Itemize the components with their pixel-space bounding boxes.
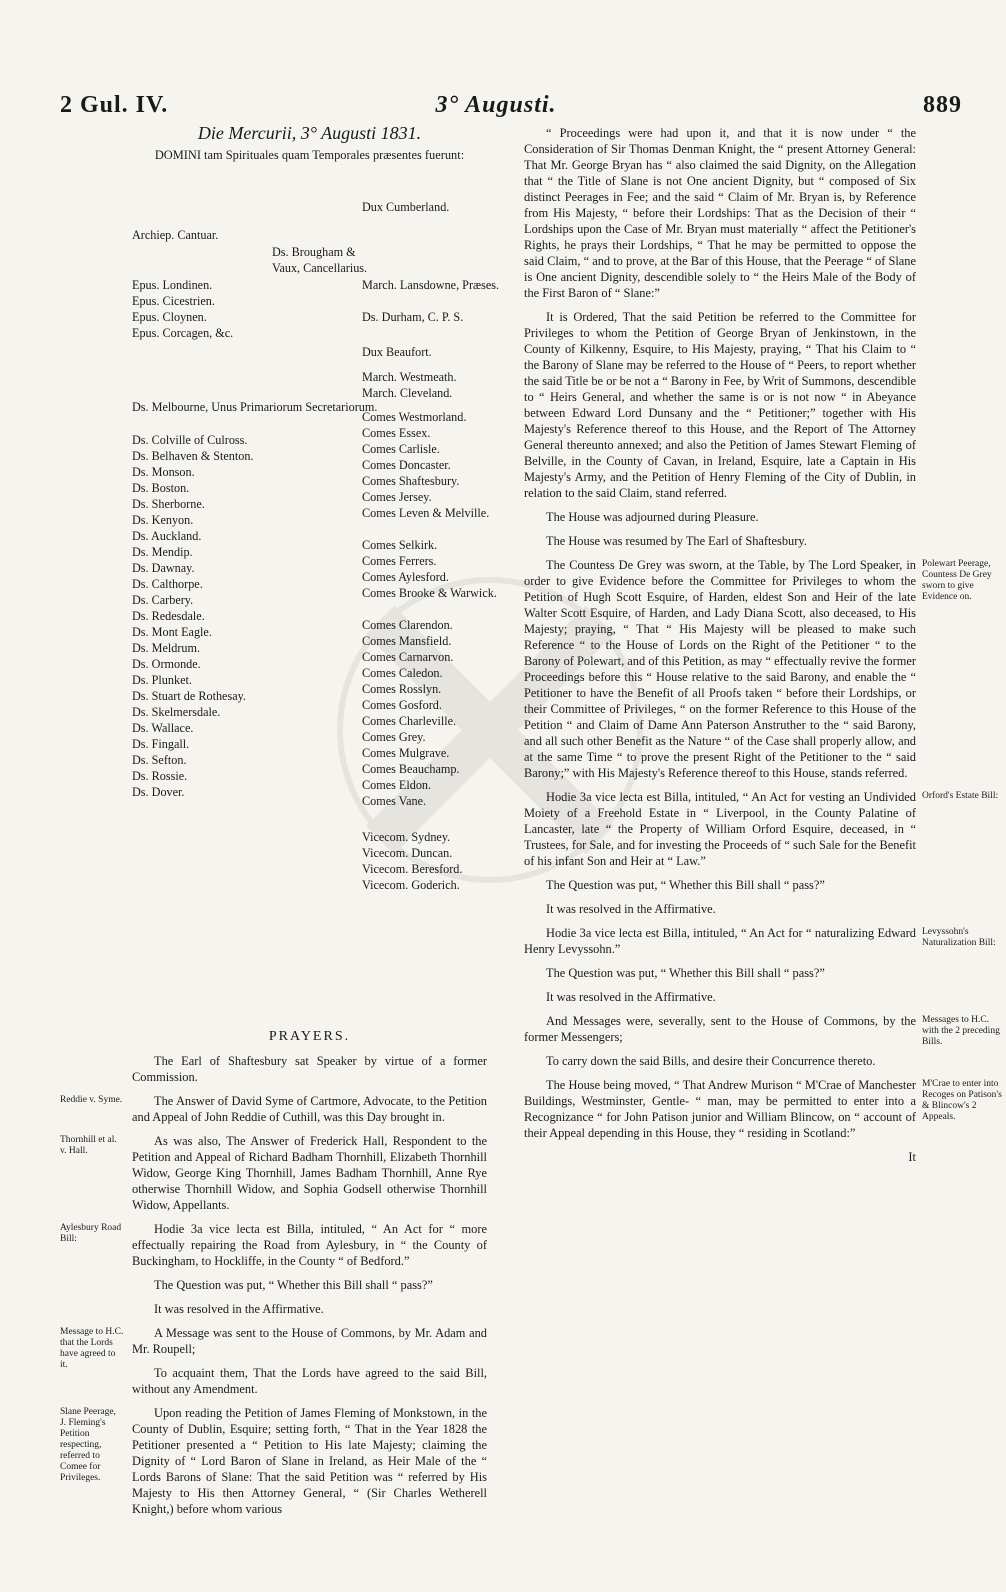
lord-name: Ds. Monson. xyxy=(132,465,195,479)
lord-name: Ds. Mendip. xyxy=(132,545,193,559)
entry-text: Hodie 3a vice lecta est Billa, intituled, “ An Act for “ naturalizing Edward Henry Levyssohn.” xyxy=(524,926,916,956)
entry xyxy=(60,1221,487,1269)
entry-text: It was resolved in the Affirmative. xyxy=(546,902,716,916)
lord-name: Comes Leven & Melville. xyxy=(362,506,490,520)
lord-name: Comes Essex. xyxy=(362,426,431,440)
entry-text: It was resolved in the Affirmative. xyxy=(546,990,716,1004)
lords-present-list xyxy=(132,169,500,1019)
entry-text: The House was resumed by The Earl of Shaftesbury. xyxy=(546,534,807,548)
lord-name: Ds. Rossie. xyxy=(132,769,188,783)
entry-text: It was resolved in the Affirmative. xyxy=(154,1302,324,1316)
entry-text: The House was adjourned during Pleasure. xyxy=(546,510,759,524)
lord-name: Ds. Ormonde. xyxy=(132,657,201,671)
entry xyxy=(524,877,916,893)
lord-name: Ds. Sefton. xyxy=(132,753,187,767)
entry-text: To acquaint them, That the Lords have agreed to the said Bill, without any Amendment. xyxy=(132,1366,487,1396)
entry-text: The Question was put, “ Whether this Bill shall “ pass?” xyxy=(546,878,825,892)
margin-note: Message to H.C. that the Lords have agreed to it. xyxy=(60,1327,124,1370)
entry xyxy=(524,509,916,525)
entry-text: And Messages were, severally, sent to the House of Commons, by the former Messengers; xyxy=(524,1014,916,1044)
margin-note: Polewart Peerage, Countess De Grey sworn to give Evidence on. xyxy=(922,559,992,602)
entry-text: The Countess De Grey was sworn, at the Table, by The Lord Speaker, in order to give Evidence before the Committee for Privileges to whom the Petition of Hugh Scott Esquire, of Harden, eldest Son and Heir of the late Walter Scott Esquire, of Harden, and Lady Diana Scott, also deceased, to His Majesty; praying, “ That “ His Majesty will be pleased to make such Reference “ to the House of Lords on the Right of the Petitioner “ to the Barony of Polewart, and of this Petition, as may “ effectually revive the former Proceedings before this “ House relative to the said Barony, and enable the “ Petitioner to have the Benefit of all Proofs taken “ before their Lordships, or their Committee of Privileges, “ on the former Reference to this House of the Petition “ and Claim of Dame Ann Paterson Anstruther to the “ said Barony, and all such other Benefit as the Nature “ of the Case shall properly allow, and at the same Time “ to prove the present Right of the Petitioner to the “ said Barony;” with His Majesty's Reference thereof to this House, stands referred. xyxy=(524,558,916,780)
entry-text: Hodie 3a vice lecta est Billa, intituled, “ An Act for “ more effectually repairing the Road from Aylesbury, in “ the County of Buckingham, to Hockliffe, in the County “ of Bedford.” xyxy=(132,1222,487,1268)
entry xyxy=(524,533,916,549)
lord-name: Comes Doncaster. xyxy=(362,458,451,472)
entry xyxy=(60,1093,487,1125)
lord-name: Ds. Kenyon. xyxy=(132,513,194,527)
page-date: 3° Augusti. xyxy=(435,92,557,118)
entry xyxy=(524,789,999,869)
lord-name: Ds. Redesdale. xyxy=(132,609,205,623)
lord-name: Ds. Dover. xyxy=(132,785,185,799)
lord-name: Ds. Mont Eagle. xyxy=(132,625,212,639)
lord-name: Comes Charleville. xyxy=(362,714,457,728)
lord-name: Comes Carlisle. xyxy=(362,442,440,456)
lord-name: Comes Clarendon. xyxy=(362,618,453,632)
margin-note: Orford's Estate Bill: xyxy=(922,791,999,801)
lord-name: Comes Jersey. xyxy=(362,490,432,504)
lord-name: Comes Grey. xyxy=(362,730,426,744)
lord-name: Comes Carnarvon. xyxy=(362,650,454,664)
lord-name: Ds. Calthorpe. xyxy=(132,577,203,591)
lord-name: Ds. Colville of Culross. xyxy=(132,433,248,447)
lord-name: March. Cleveland. xyxy=(362,386,453,400)
lord-name: Comes Gosford. xyxy=(362,698,442,712)
lord-name: Archiep. Cantuar. xyxy=(132,228,219,242)
entry xyxy=(132,1301,487,1317)
lord-name: Comes Eldon. xyxy=(362,778,432,792)
lord-name: Comes Mulgrave. xyxy=(362,746,450,760)
lord-name: Ds. Fingall. xyxy=(132,737,190,751)
regnal-year: 2 Gul. IV. xyxy=(60,92,169,118)
lord-name: Ds. Auckland. xyxy=(132,529,202,543)
present-heading: DOMINI tam Spirituales quam Temporales præsentes fuerunt: xyxy=(154,148,465,162)
entry xyxy=(524,1013,1000,1047)
lord-name: Dux Beaufort. xyxy=(362,345,432,359)
lord-name: Comes Ferrers. xyxy=(362,554,437,568)
lord-name: Ds. Belhaven & Stenton. xyxy=(132,449,254,463)
lord-name: Comes Mansfield. xyxy=(362,634,452,648)
entry xyxy=(524,125,916,301)
right-entries xyxy=(524,125,1002,1141)
lord-name: Ds. Durham, C. P. S. xyxy=(362,310,464,324)
entry xyxy=(524,901,916,917)
lord-name: Ds. Skelmersdale. xyxy=(132,705,221,719)
entry-text: It is Ordered, That the said Petition be referred to the Committee for Privileges to whom the Petition of George Bryan of Jenkinstown, in the County of Kilkenny, Esquire, to His Majesty, praying, “ That his Claim to “ the Barony of Slane may be referred to the House of “ Peers, to report whether the said Title be or be not a “ Barony in Fee, by Writ of Summons, descendible to “ Heirs General, and whether the same is or is not now “ in Abeyance between Edward Lord Dunsany and the “ Petitioner;” together with His Majesty's Reference thereof to this House, and the Report of The Attorney General thereunto annexed; and also the Petition of James Stewart Fleming of Belville, in the County of Cavan, in Ireland, Esquire, late a Captain in His Majesty's Army, and the Petition of Henry Fleming of the City of Dublin, in relation to the said Claim, stand referred. xyxy=(524,310,916,500)
entry xyxy=(524,309,916,501)
catchword: It xyxy=(908,1150,916,1164)
lord-name: Ds. Stuart de Rothesay. xyxy=(132,689,246,703)
margin-note: Aylesbury Road Bill: xyxy=(60,1223,122,1244)
sitting-title: Die Mercurii, 3° Augusti 1831. xyxy=(197,123,422,143)
page-number: 889 xyxy=(923,92,962,118)
lord-name: Ds. Wallace. xyxy=(132,721,194,735)
entry xyxy=(60,1133,487,1213)
entry-text: “ Proceedings were had upon it, and that it is now under “ the Consideration of Sir Thomas Denman Knight, the “ present Attorney General: That Mr. George Bryan has “ also claimed the said Dignity, on the Allegation that “ the Title of Slane is not One ancient Dignity, but “ composed of Six distinct Peerages in Fee; and the said “ Claim of Mr. Bryan is, by Reference from His Majesty, “ before their Lordships: That as the Decision of their “ Lordships upon the Case of Mr. Bryan must materially “ affect the Petitioner's Rights, he prays their Lordships, “ That he may be permitted to oppose the said Claim, “ and to prove, at the Bar of this House, that the Peerage “ of Slane is One ancient Dignity, descendible solely to “ the Heirs Male of the Body of the First Baron of “ Slane:” xyxy=(524,126,916,300)
lord-name: Comes Vane. xyxy=(362,794,427,808)
entry xyxy=(60,1325,487,1370)
lord-name: Comes Caledon. xyxy=(362,666,443,680)
entry-text: The House being moved, “ That Andrew Murison “ M'Crae of Manchester Buildings, Westminster, Gentle- “ man, may be permitted to enter into a Recognizance “ for John Patison junior and William Blincow, on “ account of their Appeal depending in this House, they “ residing in Scotland:” xyxy=(524,1078,916,1140)
lord-name: Ds. Boston. xyxy=(132,481,190,495)
margin-note: Reddie v. Syme. xyxy=(60,1095,123,1105)
chancellor-name: Ds. Brougham & Vaux, Cancellarius. xyxy=(272,245,368,275)
margin-note: M'Crae to enter into Recoges on Patison's & Blincow's 2 Appeals. xyxy=(922,1079,1002,1122)
entry-text: To carry down the said Bills, and desire their Concurrence thereto. xyxy=(546,1054,876,1068)
entry-text: Upon reading the Petition of James Fleming of Monkstown, in the County of Dublin, Esquire; setting forth, “ That in the Year 1828 the Petitioner presented a “ Petition to His late Majesty; claiming the Dignity of “ Lord Baron of Slane in Ireland, as Heir Male of the “ Lords Barons of Slane: That the said Petition was “ referred by His Majesty to His then Attorney General, “ (Sir Charles Wetherell Knight,) before whom various xyxy=(132,1406,487,1516)
entry xyxy=(132,1365,487,1397)
lord-name: Ds. Meldrum. xyxy=(132,641,201,655)
right-column xyxy=(524,125,1002,1165)
left-entries xyxy=(60,1093,487,1517)
lord-name: Epus. Cicestrien. xyxy=(132,294,215,308)
lord-name: Comes Selkirk. xyxy=(362,538,438,552)
entry xyxy=(524,989,916,1005)
lord-name: Vicecom. Beresford. xyxy=(362,862,463,876)
lord-name: Ds. Carbery. xyxy=(132,593,194,607)
margin-note: Levyssohn's Naturalization Bill: xyxy=(922,927,996,948)
lord-name: March. Lansdowne, Præses. xyxy=(362,278,500,292)
entry xyxy=(524,557,992,781)
margin-note: Messages to H.C. with the 2 preceding Bills. xyxy=(922,1015,1000,1047)
lord-name: Ds. Plunket. xyxy=(132,673,192,687)
entry-text: As was also, The Answer of Frederick Hall, Respondent to the Petition and Appeal of Richard Badham Thornhill, Elizabeth Thornhill Widow, George King Thornhill, James Badham Thornhill, Anne Rye otherwise Thornhill Widow, and Sophia Godsell otherwise Thornhill Widow, Appellants. xyxy=(132,1134,487,1212)
entry xyxy=(524,1077,1002,1141)
lord-name: Vicecom. Sydney. xyxy=(362,830,451,844)
lord-name: Vicecom. Duncan. xyxy=(362,846,453,860)
margin-note: Thornhill et al. v. Hall. xyxy=(60,1135,117,1156)
lord-name: Comes Brooke & Warwick. xyxy=(362,586,497,600)
entry xyxy=(60,1405,487,1517)
speaker-note: The Earl of Shaftesbury sat Speaker by virtue of a former Commission. xyxy=(132,1054,487,1084)
entry xyxy=(524,965,916,981)
lord-name: Epus. Corcagen, &c. xyxy=(132,326,234,340)
lord-name: Comes Aylesford. xyxy=(362,570,449,584)
lord-name: Dux Cumberland. xyxy=(362,200,450,214)
lord-name: Epus. Cloynen. xyxy=(132,310,207,324)
entry xyxy=(524,1053,916,1069)
lord-name: Epus. Londinen. xyxy=(132,278,213,292)
entry xyxy=(132,1277,487,1293)
margin-note: Slane Peerage, J. Fleming's Petition respecting, referred to Comee for Privileges. xyxy=(60,1407,116,1483)
left-column xyxy=(60,123,500,1525)
lord-name: March. Westmeath. xyxy=(362,370,457,384)
entry xyxy=(524,925,996,957)
entry-text: Hodie 3a vice lecta est Billa, intituled, “ An Act for vesting an Undivided Moiety of a Freehold Estate in “ Liverpool, in the County Palatine of Lancaster, late “ the Property of William Orford Esquire, deceased, in “ Trustees, for Sale, and for investing the Proceeds of “ such Sale for the Benefit of his infant Son and Heir at “ Law.” xyxy=(524,790,916,868)
lord-name: Ds. Dawnay. xyxy=(132,561,195,575)
lord-name: Comes Beauchamp. xyxy=(362,762,460,776)
entry-text: The Answer of David Syme of Cartmore, Advocate, to the Petition and Appeal of John Reddie of Cuthill, was this Day brought in. xyxy=(132,1094,487,1124)
prayers-heading: PRAYERS. xyxy=(268,1029,351,1044)
lord-name: Vicecom. Goderich. xyxy=(362,878,460,892)
lord-name: Ds. Sherborne. xyxy=(132,497,205,511)
entry-text: The Question was put, “ Whether this Bill shall “ pass?” xyxy=(154,1278,433,1292)
lord-name: Ds. Melbourne, Unus Primariorum Secretariorum. xyxy=(132,400,378,414)
lord-name: Comes Shaftesbury. xyxy=(362,474,460,488)
lord-name: Comes Rosslyn. xyxy=(362,682,442,696)
lord-name: Comes Westmorland. xyxy=(362,410,467,424)
entry-text: A Message was sent to the House of Commons, by Mr. Adam and Mr. Roupell; xyxy=(132,1326,487,1356)
entry-text: The Question was put, “ Whether this Bill shall “ pass?” xyxy=(546,966,825,980)
